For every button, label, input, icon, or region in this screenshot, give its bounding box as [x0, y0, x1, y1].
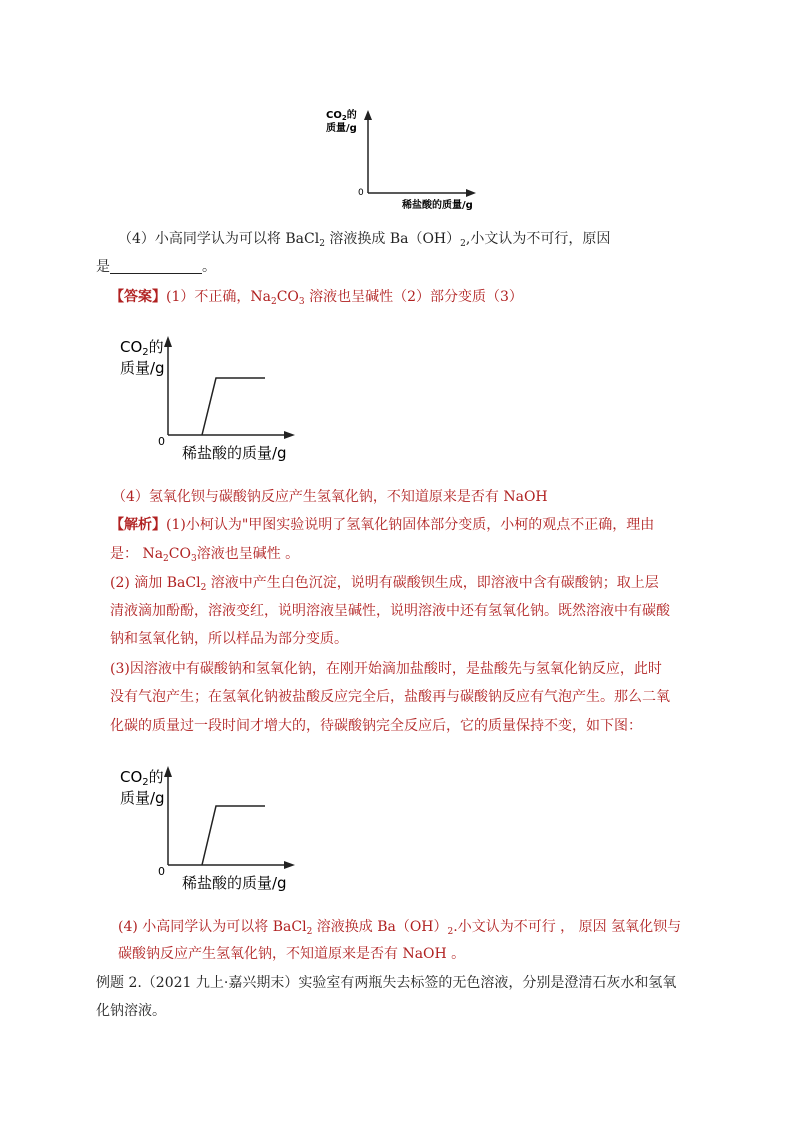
graph-y-label-unit: 质量/g — [120, 359, 165, 377]
analysis-tag: 【解析】 — [110, 517, 166, 533]
analysis-p4-line2: 碳酸钠反应产生氢氧化钠，不知道原来是否有 NaOH 。 — [118, 946, 466, 962]
answer-blank — [110, 259, 202, 274]
analysis-p2-line2: 清液滴加酚酚，溶液变红，说明溶液呈碱性，说明溶液中还有氢氧化钠。既然溶液中有碳酸 — [110, 603, 670, 619]
answer-line: 【答案】(1）不正确，$Na_2CO_3$ 溶液也呈碱性（2）部分变质（3） — [110, 289, 523, 307]
analysis-p3-line1: (3)因溶液中有碳酸钠和氢氧化钠，在刚开始滴加盐酸时，是盐酸先与氢氧化钠反应，此时 — [110, 661, 662, 677]
answer-item-4: （4）氢氧化钡与碳酸钠反应产生氢氧化钠，不知道原来是否有 NaOH — [112, 489, 548, 505]
analysis-p4-line1: (4) 小高同学认为可以将 BaCl$_2$ 溶液换成 $Ba(OH)_2$.小文认为不可行 ， 原因 氢氧化钡与 — [118, 919, 682, 937]
graph-origin: 0 — [158, 435, 165, 448]
graph-y-label-unit: 质量/g — [120, 789, 165, 807]
graph-y-label: $CO_2$的 — [120, 768, 164, 788]
question-4-line1: （4）小高同学认为可以将 BaCl$_2$ 溶液换成 $Ba(OH)_2$,小文认为不可行，原因 — [118, 231, 611, 249]
analysis-p1-line1: 【解析】(1)小柯认为"甲图实验说明了氢氧化钠固体部分变质，小柯的观点不正确，理由 — [110, 517, 655, 533]
empty-co2-graph — [318, 98, 493, 214]
analysis-p3-line2: 没有气泡产生；在氢氧化钠被盐酸反应完全后，盐酸再与碳酸钠反应有气泡产生。那么二氧 — [110, 689, 670, 705]
graph-origin: 0 — [158, 865, 165, 878]
graph-origin: 0 — [358, 188, 364, 198]
graph-y-label: $CO_2$的 — [326, 110, 357, 122]
graph-y-label: $CO_2$的 — [120, 338, 164, 358]
question-4-line2: 是 。 — [96, 259, 216, 275]
analysis-p3-line3: 化碳的质量过一段时间才增大的，待碳酸钠完全反应后，它的质量保持不变，如下图： — [110, 718, 642, 734]
answer-co2-graph — [112, 325, 302, 465]
graph-x-label: 稀盐酸的质量/g — [402, 200, 473, 211]
analysis-co2-graph — [112, 755, 302, 895]
answer-curve — [202, 378, 265, 435]
analysis-p1-line2: 是： $Na_2CO_3$溶液也呈碱性 。 — [110, 546, 300, 564]
answer-tag: 【答案】 — [110, 289, 166, 305]
example-2-line2: 化钠溶液。 — [96, 1003, 166, 1019]
analysis-p2-line1: (2) 滴加 BaCl$_2$ 溶液中产生白色沉淀，说明有碳酸钡生成，即溶液中含有碳酸钠；取上层 — [110, 575, 659, 593]
graph-x-label: 稀盐酸的质量/g — [182, 874, 287, 892]
example-2-line1: 例题 2.（2021 九上·嘉兴期末）实验室有两瓶失去标签的无色溶液，分别是澄清石灰水和氢氧 — [96, 975, 677, 991]
graph-y-label-unit: 质量/g — [326, 123, 357, 134]
analysis-p2-line3: 钠和氢氧化钠，所以样品为部分变质。 — [110, 631, 348, 647]
analysis-curve — [202, 806, 265, 865]
graph-x-label: 稀盐酸的质量/g — [182, 444, 287, 462]
